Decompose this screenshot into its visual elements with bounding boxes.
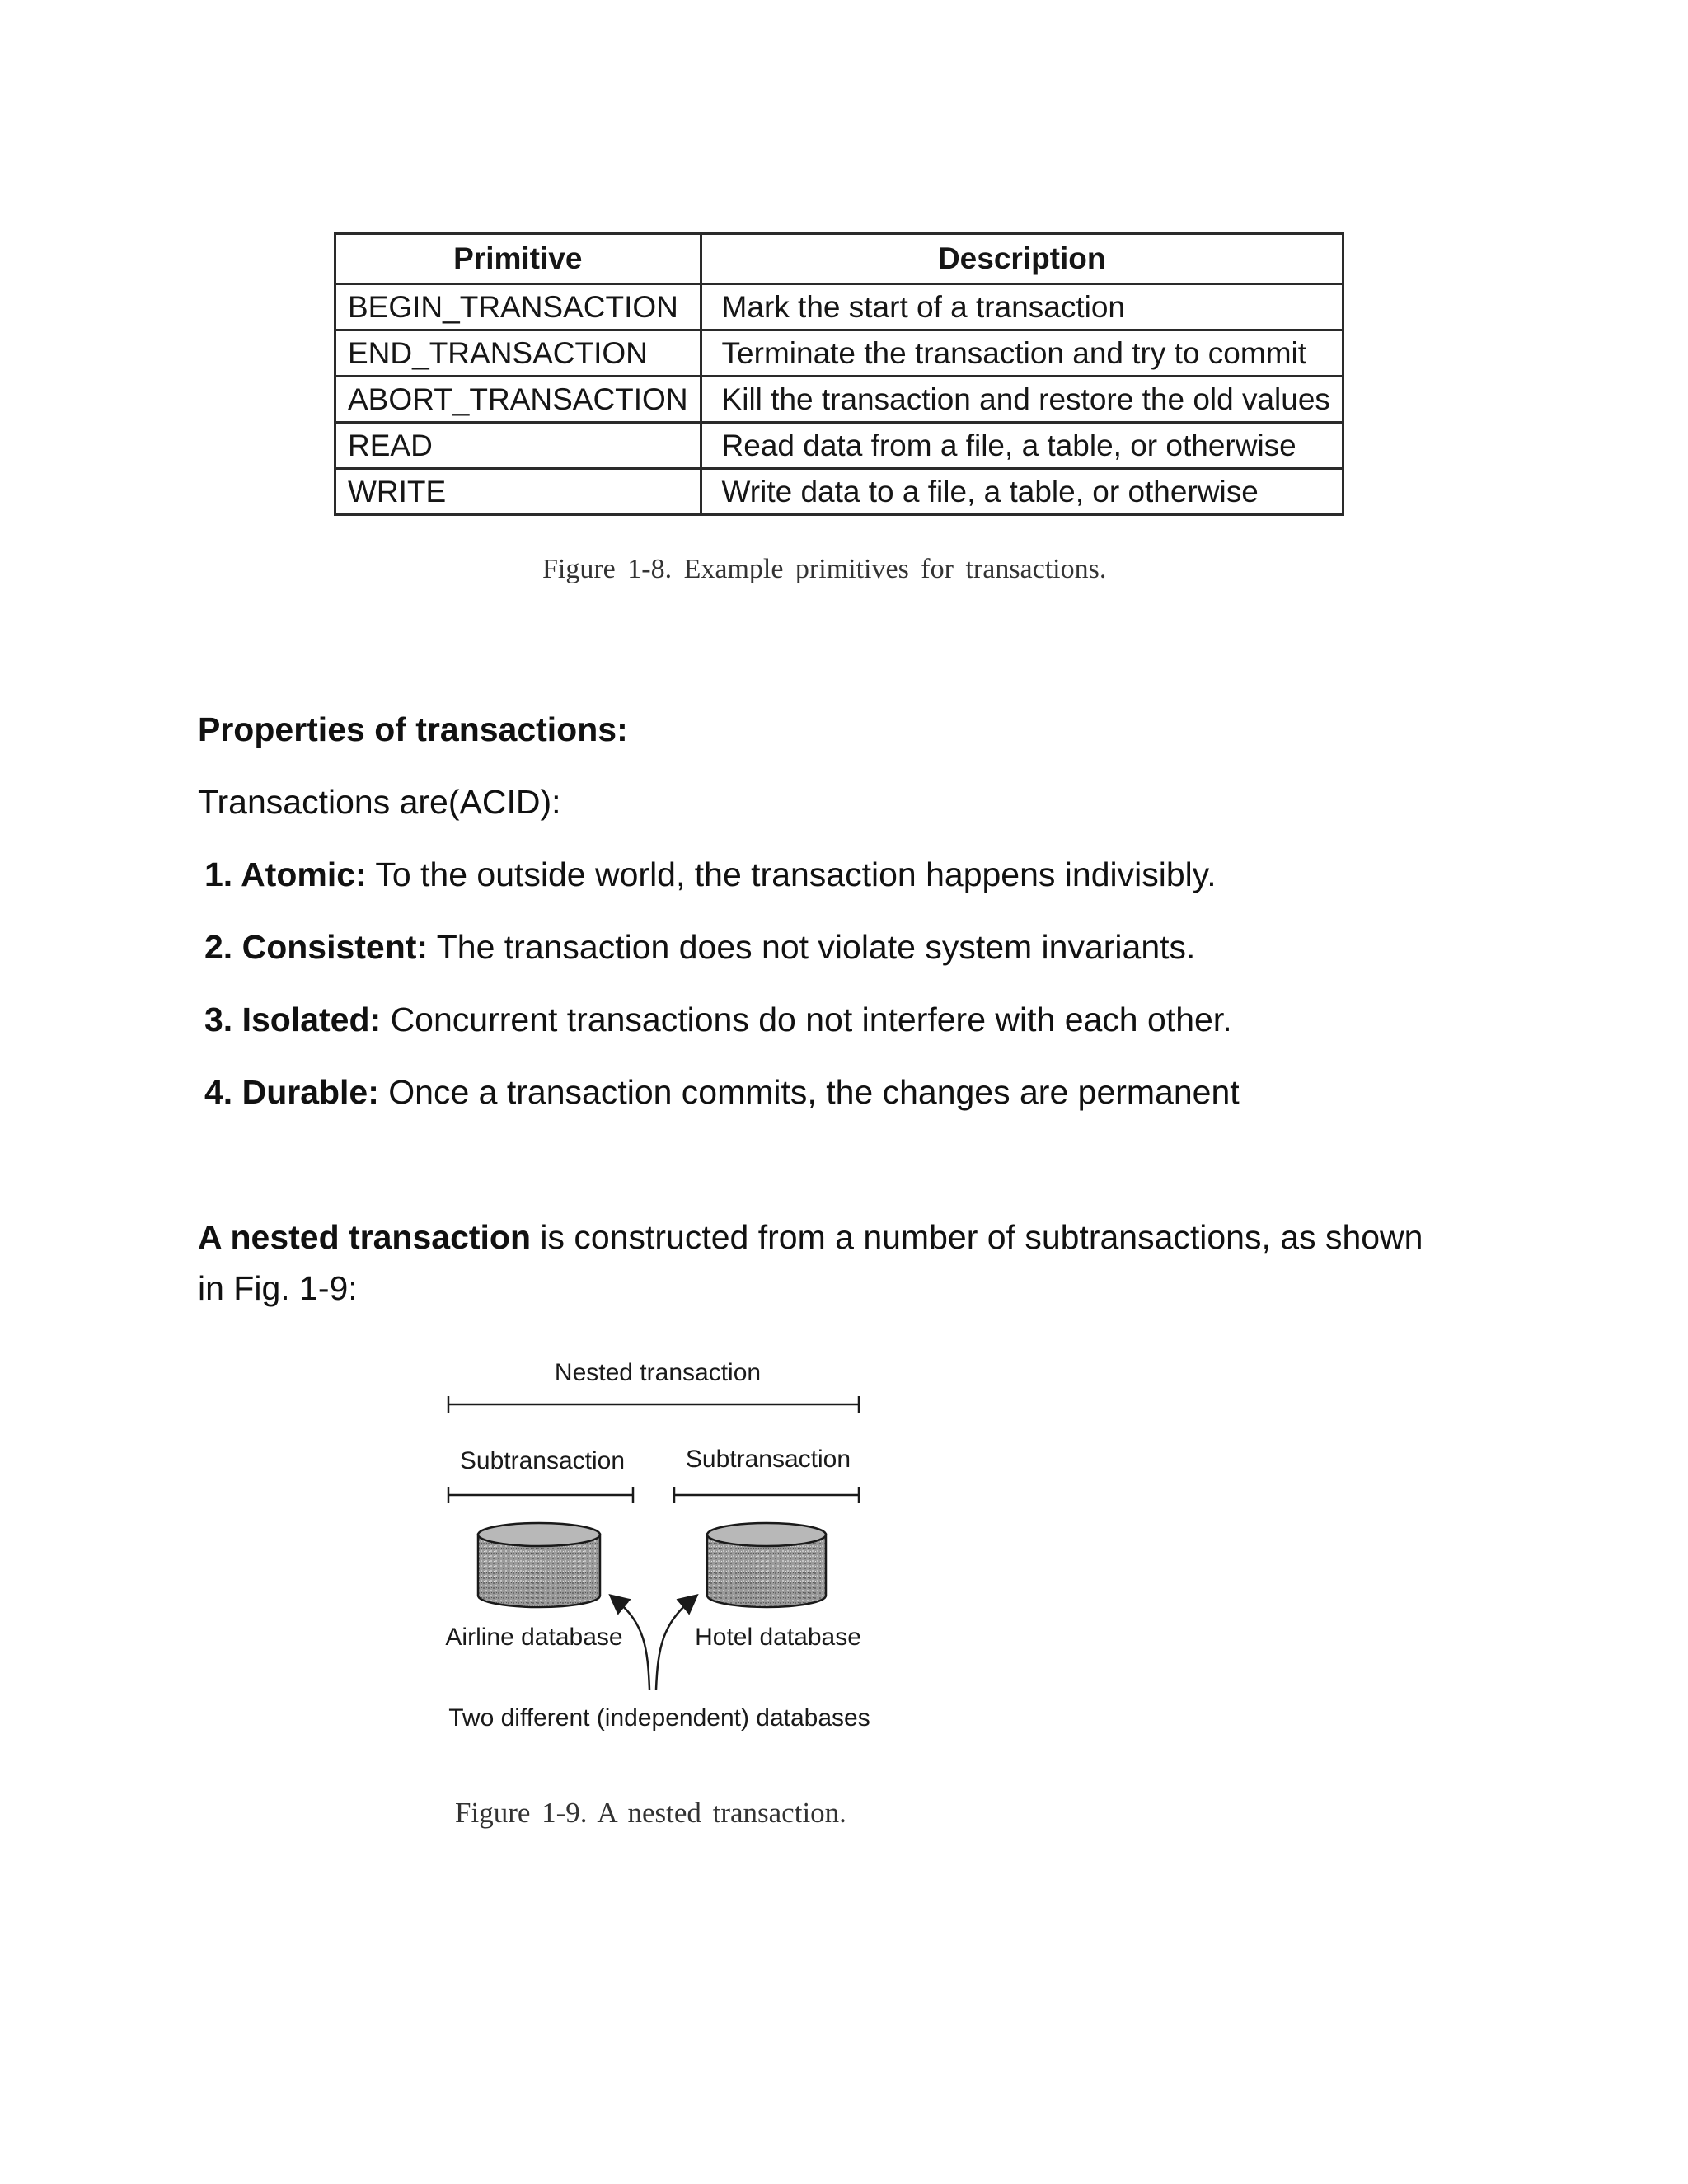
table-cell-description: Write data to a file, a table, or otherwise	[701, 469, 1343, 515]
subtransaction-span-right	[674, 1487, 859, 1503]
figure-caption-1-9: Figure 1-9. A nested transaction.	[455, 1797, 846, 1829]
figure-caption-1-8: Figure 1-8. Example primitives for transactions.	[542, 554, 1107, 584]
table-header-primitive: Primitive	[335, 234, 701, 284]
list-item-term: 2. Consistent:	[204, 928, 429, 966]
table-row	[335, 469, 1343, 515]
nested-paragraph-line-1	[198, 1218, 1423, 1257]
table-header-description: Description	[701, 234, 1343, 284]
airline-database-label: Airline database	[445, 1624, 623, 1651]
database-pointer-arrows	[617, 1601, 691, 1690]
list-item-text: The transaction does not violate system invariants.	[428, 928, 1196, 966]
list-item-term: 3. Isolated:	[204, 1001, 382, 1038]
list-item-text: Once a transaction commits, the changes are permanent	[378, 1073, 1240, 1111]
independent-databases-label: Two different (independent) databases	[448, 1704, 870, 1732]
primitives-table	[334, 232, 1344, 516]
table-row	[335, 284, 1343, 330]
nested-term: A nested transaction	[198, 1218, 532, 1256]
properties-intro: Transactions are(ACID):	[198, 783, 561, 821]
list-item-durable	[204, 1073, 1240, 1112]
list-item-consistent	[204, 928, 1195, 967]
subtransaction-label-left: Subtransaction	[459, 1447, 626, 1474]
table-cell-primitive: ABORT_TRANSACTION	[335, 377, 701, 423]
properties-heading: Properties of transactions:	[198, 710, 628, 748]
table-cell-primitive: END_TRANSACTION	[335, 330, 701, 377]
hotel-database-cylinder	[707, 1523, 826, 1607]
subtransaction-span-left	[448, 1487, 633, 1503]
hotel-database-label: Hotel database	[695, 1624, 861, 1651]
list-item-isolated	[204, 1001, 1232, 1039]
table-row	[335, 423, 1343, 469]
table-cell-primitive: WRITE	[335, 469, 701, 515]
airline-database-cylinder	[478, 1523, 600, 1607]
nested-transaction-diagram	[429, 1360, 890, 1747]
table-cell-primitive: READ	[335, 423, 701, 469]
table-header-row	[335, 234, 1343, 284]
nested-transaction-label: Nested transaction	[554, 1360, 762, 1386]
table-cell-description: Terminate the transaction and try to commit	[701, 330, 1343, 377]
list-item-atomic	[204, 855, 1217, 894]
nested-span-line	[448, 1396, 859, 1413]
diagram-svg	[429, 1360, 890, 1747]
nested-paragraph-line-2: in Fig. 1-9:	[198, 1269, 358, 1307]
list-item-text: Concurrent transactions do not interfere with each other.	[381, 1001, 1232, 1038]
table-row	[335, 377, 1343, 423]
list-item-text: To the outside world, the transaction happens indivisibly.	[366, 855, 1217, 893]
table-row	[335, 330, 1343, 377]
table-cell-primitive: BEGIN_TRANSACTION	[335, 284, 701, 330]
table-cell-description: Mark the start of a transaction	[701, 284, 1343, 330]
list-item-term: 4. Durable:	[204, 1073, 379, 1111]
subtransaction-label-right: Subtransaction	[685, 1446, 851, 1473]
table-cell-description: Read data from a file, a table, or otherwise	[701, 423, 1343, 469]
list-item-term: 1. Atomic:	[204, 855, 367, 893]
table-cell-description: Kill the transaction and restore the old values	[701, 377, 1343, 423]
nested-text: is constructed from a number of subtransactions, as shown	[531, 1218, 1423, 1256]
